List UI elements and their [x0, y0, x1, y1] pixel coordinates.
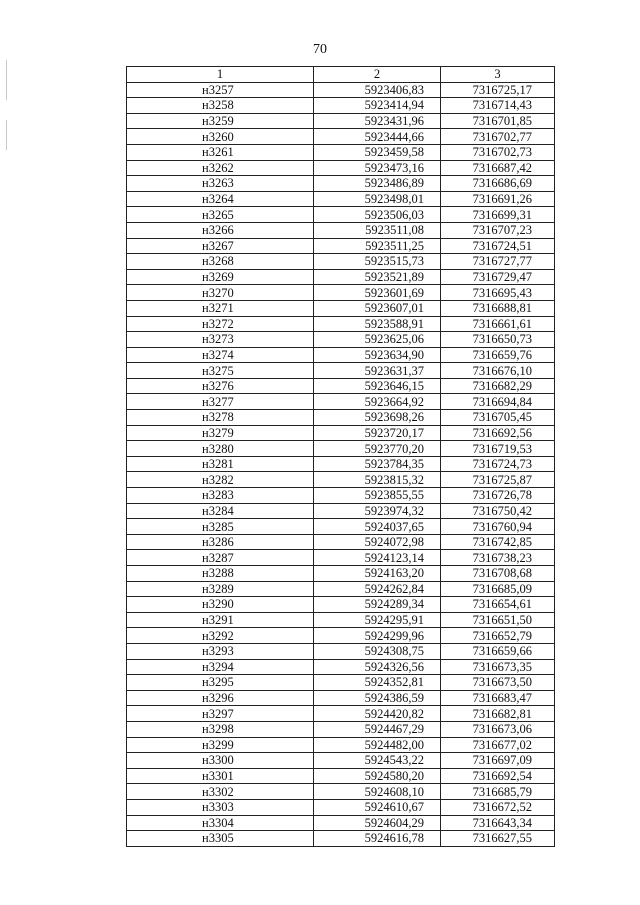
table-row	[127, 113, 555, 129]
y-coordinate-cell: 7316725,87	[441, 472, 555, 488]
point-id-cell: н3269	[127, 269, 314, 285]
table-row	[127, 191, 555, 207]
point-id-cell: н3293	[127, 643, 314, 659]
table-row	[127, 488, 555, 504]
point-id-cell: н3299	[127, 737, 314, 753]
x-coordinate-cell: 5924299,96	[314, 628, 441, 644]
y-coordinate-cell: 7316682,29	[441, 378, 555, 394]
table-row	[127, 456, 555, 472]
table-row	[127, 690, 555, 706]
x-coordinate-cell: 5923511,25	[314, 238, 441, 254]
table-row	[127, 300, 555, 316]
y-coordinate-cell: 7316724,73	[441, 456, 555, 472]
table-row	[127, 612, 555, 628]
table-row	[127, 643, 555, 659]
x-coordinate-cell: 5923506,03	[314, 207, 441, 223]
point-id-cell: н3285	[127, 519, 314, 535]
y-coordinate-cell: 7316691,26	[441, 191, 555, 207]
table-row	[127, 254, 555, 270]
y-coordinate-cell: 7316659,76	[441, 347, 555, 363]
y-coordinate-cell: 7316692,56	[441, 425, 555, 441]
y-coordinate-cell: 7316726,78	[441, 488, 555, 504]
y-coordinate-cell: 7316760,94	[441, 519, 555, 535]
table-row	[127, 721, 555, 737]
point-id-cell: н3272	[127, 316, 314, 332]
point-id-cell: н3287	[127, 550, 314, 566]
table-row	[127, 628, 555, 644]
x-coordinate-cell: 5923631,37	[314, 363, 441, 379]
table-row	[127, 706, 555, 722]
y-coordinate-cell: 7316719,53	[441, 441, 555, 457]
column-header-y: 3	[441, 67, 555, 83]
x-coordinate-cell: 5923784,35	[314, 456, 441, 472]
table-row	[127, 176, 555, 192]
x-coordinate-cell: 5923588,91	[314, 316, 441, 332]
table-body	[127, 82, 555, 846]
x-coordinate-cell: 5923459,58	[314, 144, 441, 160]
y-coordinate-cell: 7316643,34	[441, 815, 555, 831]
point-id-cell: н3302	[127, 784, 314, 800]
x-coordinate-cell: 5924604,29	[314, 815, 441, 831]
point-id-cell: н3294	[127, 659, 314, 675]
table-row	[127, 129, 555, 145]
table-row	[127, 160, 555, 176]
x-coordinate-cell: 5924352,81	[314, 675, 441, 691]
x-coordinate-cell: 5923815,32	[314, 472, 441, 488]
point-id-cell: н3300	[127, 753, 314, 769]
point-id-cell: н3282	[127, 472, 314, 488]
point-id-cell: н3267	[127, 238, 314, 254]
point-id-cell: н3298	[127, 721, 314, 737]
table-row	[127, 768, 555, 784]
table-row	[127, 737, 555, 753]
table-row	[127, 566, 555, 582]
table-row	[127, 441, 555, 457]
coordinates-table	[126, 66, 555, 847]
table-row	[127, 784, 555, 800]
x-coordinate-cell: 5923625,06	[314, 332, 441, 348]
table-row	[127, 753, 555, 769]
table-row	[127, 207, 555, 223]
point-id-cell: н3292	[127, 628, 314, 644]
point-id-cell: н3276	[127, 378, 314, 394]
point-id-cell: н3291	[127, 612, 314, 628]
table-row	[127, 534, 555, 550]
point-id-cell: н3274	[127, 347, 314, 363]
table-row	[127, 316, 555, 332]
table-row	[127, 363, 555, 379]
y-coordinate-cell: 7316695,43	[441, 285, 555, 301]
x-coordinate-cell: 5924420,82	[314, 706, 441, 722]
point-id-cell: н3280	[127, 441, 314, 457]
table-row	[127, 799, 555, 815]
column-header-x: 2	[314, 67, 441, 83]
x-coordinate-cell: 5924467,29	[314, 721, 441, 737]
table-row	[127, 222, 555, 238]
point-id-cell: н3258	[127, 98, 314, 114]
table-row	[127, 519, 555, 535]
point-id-cell: н3262	[127, 160, 314, 176]
x-coordinate-cell: 5923607,01	[314, 300, 441, 316]
x-coordinate-cell: 5924386,59	[314, 690, 441, 706]
table-row	[127, 347, 555, 363]
table-row	[127, 815, 555, 831]
x-coordinate-cell: 5924482,00	[314, 737, 441, 753]
x-coordinate-cell: 5924543,22	[314, 753, 441, 769]
y-coordinate-cell: 7316676,10	[441, 363, 555, 379]
y-coordinate-cell: 7316673,35	[441, 659, 555, 675]
table-row	[127, 550, 555, 566]
y-coordinate-cell: 7316652,79	[441, 628, 555, 644]
point-id-cell: н3268	[127, 254, 314, 270]
table-row	[127, 472, 555, 488]
table-row	[127, 425, 555, 441]
y-coordinate-cell: 7316687,42	[441, 160, 555, 176]
y-coordinate-cell: 7316725,17	[441, 82, 555, 98]
x-coordinate-cell: 5923406,83	[314, 82, 441, 98]
y-coordinate-cell: 7316692,54	[441, 768, 555, 784]
x-coordinate-cell: 5924608,10	[314, 784, 441, 800]
point-id-cell: н3281	[127, 456, 314, 472]
y-coordinate-cell: 7316699,31	[441, 207, 555, 223]
table-row	[127, 98, 555, 114]
point-id-cell: н3260	[127, 129, 314, 145]
point-id-cell: н3283	[127, 488, 314, 504]
y-coordinate-cell: 7316697,09	[441, 753, 555, 769]
x-coordinate-cell: 5924610,67	[314, 799, 441, 815]
point-id-cell: н3295	[127, 675, 314, 691]
point-id-cell: н3303	[127, 799, 314, 815]
point-id-cell: н3259	[127, 113, 314, 129]
x-coordinate-cell: 5924289,34	[314, 597, 441, 613]
x-coordinate-cell: 5923414,94	[314, 98, 441, 114]
table-row	[127, 144, 555, 160]
table-row	[127, 238, 555, 254]
y-coordinate-cell: 7316686,69	[441, 176, 555, 192]
y-coordinate-cell: 7316738,23	[441, 550, 555, 566]
y-coordinate-cell: 7316673,06	[441, 721, 555, 737]
point-id-cell: н3271	[127, 300, 314, 316]
point-id-cell: н3264	[127, 191, 314, 207]
point-id-cell: н3265	[127, 207, 314, 223]
y-coordinate-cell: 7316677,02	[441, 737, 555, 753]
x-coordinate-cell: 5923444,66	[314, 129, 441, 145]
x-coordinate-cell: 5923511,08	[314, 222, 441, 238]
x-coordinate-cell: 5923698,26	[314, 410, 441, 426]
x-coordinate-cell: 5923974,32	[314, 503, 441, 519]
table-row	[127, 597, 555, 613]
table-row	[127, 581, 555, 597]
point-id-cell: н3275	[127, 363, 314, 379]
table-header-row	[127, 67, 555, 83]
point-id-cell: н3278	[127, 410, 314, 426]
x-coordinate-cell: 5923521,89	[314, 269, 441, 285]
y-coordinate-cell: 7316650,73	[441, 332, 555, 348]
column-header-point: 1	[127, 67, 314, 83]
x-coordinate-cell: 5923770,20	[314, 441, 441, 457]
y-coordinate-cell: 7316701,85	[441, 113, 555, 129]
point-id-cell: н3290	[127, 597, 314, 613]
table-row	[127, 269, 555, 285]
point-id-cell: н3277	[127, 394, 314, 410]
x-coordinate-cell: 5924326,56	[314, 659, 441, 675]
y-coordinate-cell: 7316724,51	[441, 238, 555, 254]
x-coordinate-cell: 5924037,65	[314, 519, 441, 535]
y-coordinate-cell: 7316673,50	[441, 675, 555, 691]
table-row	[127, 285, 555, 301]
x-coordinate-cell: 5923634,90	[314, 347, 441, 363]
point-id-cell: н3270	[127, 285, 314, 301]
x-coordinate-cell: 5924616,78	[314, 831, 441, 847]
x-coordinate-cell: 5923720,17	[314, 425, 441, 441]
x-coordinate-cell: 5923601,69	[314, 285, 441, 301]
point-id-cell: н3296	[127, 690, 314, 706]
x-coordinate-cell: 5923473,16	[314, 160, 441, 176]
y-coordinate-cell: 7316708,68	[441, 566, 555, 582]
point-id-cell: н3261	[127, 144, 314, 160]
point-id-cell: н3279	[127, 425, 314, 441]
point-id-cell: н3304	[127, 815, 314, 831]
x-coordinate-cell: 5924123,14	[314, 550, 441, 566]
y-coordinate-cell: 7316654,61	[441, 597, 555, 613]
x-coordinate-cell: 5923855,55	[314, 488, 441, 504]
y-coordinate-cell: 7316672,52	[441, 799, 555, 815]
table-row	[127, 831, 555, 847]
point-id-cell: н3263	[127, 176, 314, 192]
x-coordinate-cell: 5924295,91	[314, 612, 441, 628]
y-coordinate-cell: 7316685,09	[441, 581, 555, 597]
point-id-cell: н3284	[127, 503, 314, 519]
page-number: 70	[313, 42, 327, 57]
x-coordinate-cell: 5924580,20	[314, 768, 441, 784]
x-coordinate-cell: 5924072,98	[314, 534, 441, 550]
x-coordinate-cell: 5923486,89	[314, 176, 441, 192]
y-coordinate-cell: 7316714,43	[441, 98, 555, 114]
table-row	[127, 82, 555, 98]
x-coordinate-cell: 5924163,20	[314, 566, 441, 582]
y-coordinate-cell: 7316729,47	[441, 269, 555, 285]
table-row	[127, 503, 555, 519]
y-coordinate-cell: 7316750,42	[441, 503, 555, 519]
point-id-cell: н3297	[127, 706, 314, 722]
y-coordinate-cell: 7316627,55	[441, 831, 555, 847]
x-coordinate-cell: 5923664,92	[314, 394, 441, 410]
y-coordinate-cell: 7316742,85	[441, 534, 555, 550]
x-coordinate-cell: 5923498,01	[314, 191, 441, 207]
y-coordinate-cell: 7316688,81	[441, 300, 555, 316]
table-row	[127, 410, 555, 426]
point-id-cell: н3305	[127, 831, 314, 847]
point-id-cell: н3266	[127, 222, 314, 238]
point-id-cell: н3257	[127, 82, 314, 98]
table-row	[127, 675, 555, 691]
point-id-cell: н3286	[127, 534, 314, 550]
table-row	[127, 378, 555, 394]
point-id-cell: н3288	[127, 566, 314, 582]
table-row	[127, 332, 555, 348]
y-coordinate-cell: 7316702,73	[441, 144, 555, 160]
x-coordinate-cell: 5923431,96	[314, 113, 441, 129]
x-coordinate-cell: 5923515,73	[314, 254, 441, 270]
scan-margin-mark	[6, 120, 7, 150]
table-row	[127, 659, 555, 675]
scan-margin-mark	[6, 60, 7, 100]
point-id-cell: н3289	[127, 581, 314, 597]
table-row	[127, 394, 555, 410]
y-coordinate-cell: 7316685,79	[441, 784, 555, 800]
y-coordinate-cell: 7316683,47	[441, 690, 555, 706]
y-coordinate-cell: 7316707,23	[441, 222, 555, 238]
y-coordinate-cell: 7316682,81	[441, 706, 555, 722]
y-coordinate-cell: 7316661,61	[441, 316, 555, 332]
x-coordinate-cell: 5924308,75	[314, 643, 441, 659]
point-id-cell: н3301	[127, 768, 314, 784]
y-coordinate-cell: 7316694,84	[441, 394, 555, 410]
x-coordinate-cell: 5923646,15	[314, 378, 441, 394]
y-coordinate-cell: 7316651,50	[441, 612, 555, 628]
point-id-cell: н3273	[127, 332, 314, 348]
y-coordinate-cell: 7316727,77	[441, 254, 555, 270]
x-coordinate-cell: 5924262,84	[314, 581, 441, 597]
y-coordinate-cell: 7316705,45	[441, 410, 555, 426]
y-coordinate-cell: 7316659,66	[441, 643, 555, 659]
y-coordinate-cell: 7316702,77	[441, 129, 555, 145]
